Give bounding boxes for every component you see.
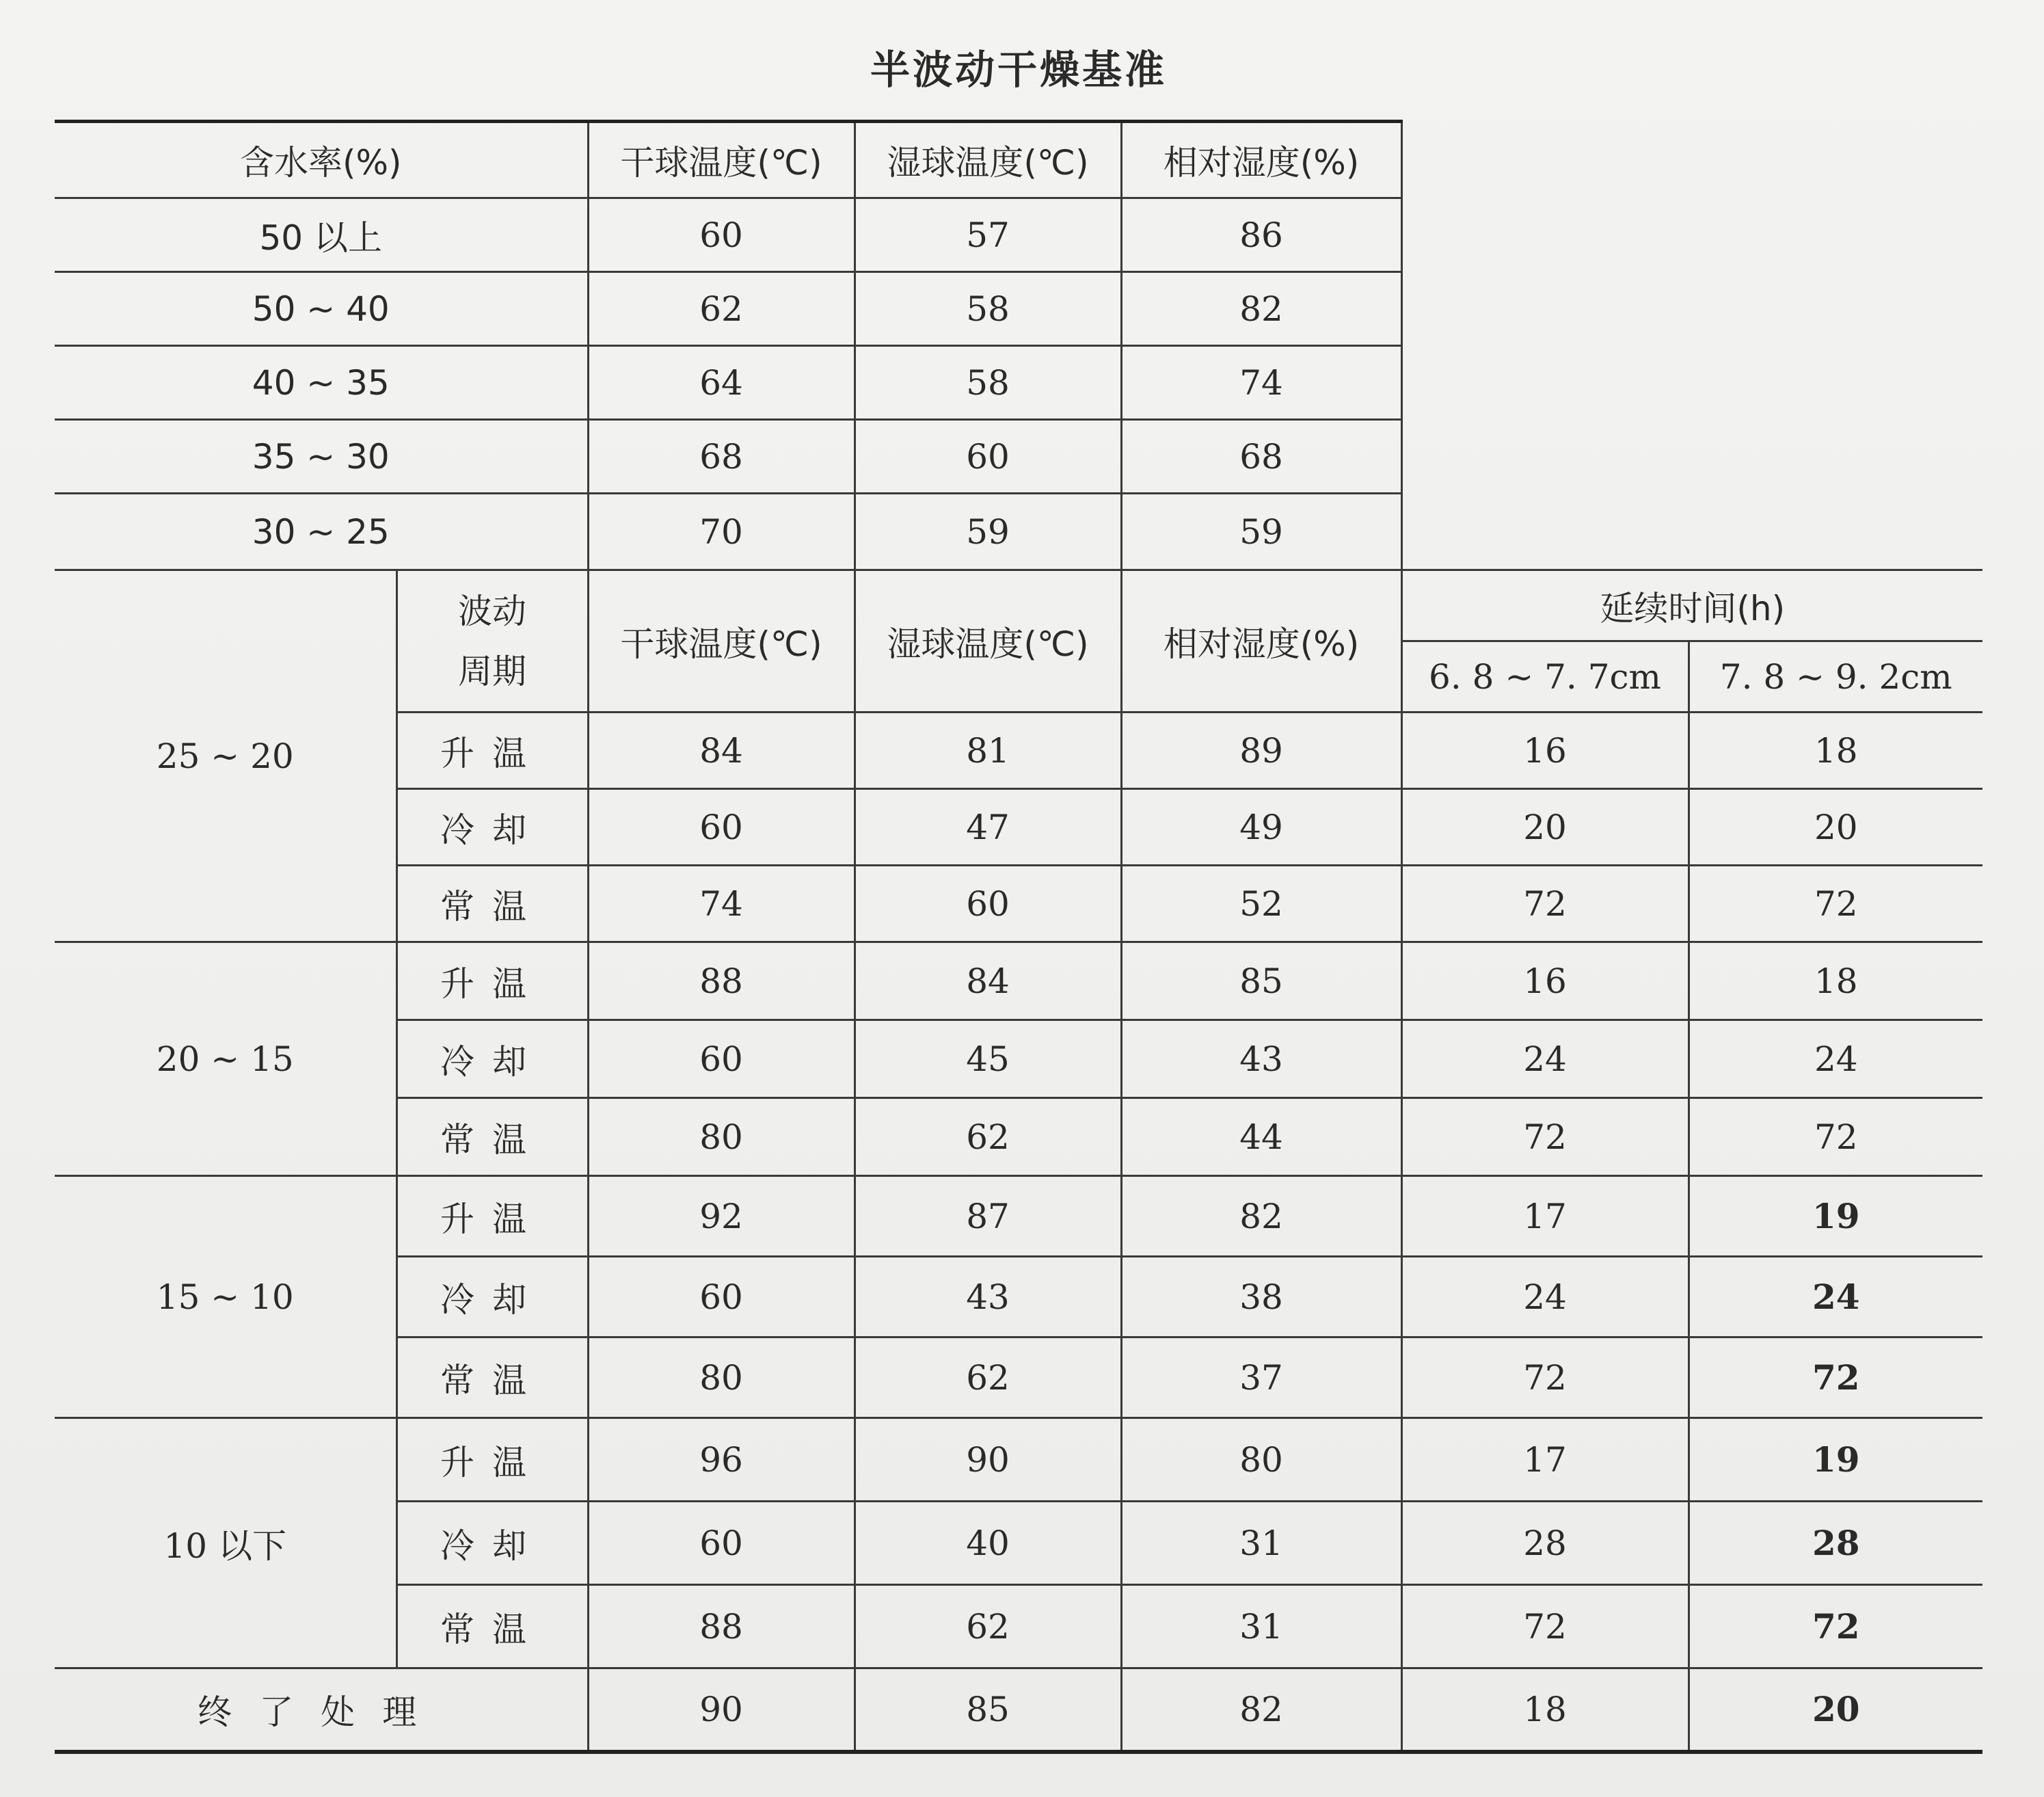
duration-cell-1: 24 bbox=[1401, 1257, 1689, 1337]
moisture-cell: 50 以上 bbox=[55, 198, 588, 272]
rh-cell: 82 bbox=[1121, 272, 1401, 346]
dry-bulb-cell: 68 bbox=[588, 420, 855, 494]
duration-cell-1: 72 bbox=[1401, 1337, 1689, 1418]
wet-bulb-cell: 60 bbox=[855, 420, 1121, 494]
duration-cell-2: 20 bbox=[1689, 1668, 1982, 1752]
duration-cell-1: 17 bbox=[1401, 1176, 1689, 1257]
header-cycle: 波动 周期 bbox=[396, 570, 588, 713]
rh-cell: 74 bbox=[1121, 346, 1401, 420]
moisture-group-cell: 10 以下 bbox=[55, 1418, 396, 1668]
rh-cell: 82 bbox=[1121, 1176, 1401, 1257]
dry-bulb-cell: 88 bbox=[588, 1585, 855, 1668]
stage-cell: 升温 bbox=[396, 942, 588, 1020]
duration-cell-1: 72 bbox=[1401, 866, 1689, 942]
lower-header-row-1 bbox=[55, 570, 1982, 641]
header-moisture: 含水率(%) bbox=[55, 122, 588, 198]
duration-cell-2: 19 bbox=[1689, 1176, 1982, 1257]
wet-bulb-cell: 85 bbox=[855, 1668, 1121, 1752]
wet-bulb-cell: 59 bbox=[855, 494, 1121, 570]
rh-cell: 85 bbox=[1121, 942, 1401, 1020]
dry-bulb-cell: 74 bbox=[588, 866, 855, 942]
moisture-group-cell: 15 ~ 10 bbox=[55, 1176, 396, 1418]
duration-cell-2: 72 bbox=[1689, 1337, 1982, 1418]
duration-cell-2: 28 bbox=[1689, 1502, 1982, 1585]
wet-bulb-cell: 58 bbox=[855, 346, 1121, 420]
header-relative-humidity: 相对湿度(%) bbox=[1121, 122, 1401, 198]
stage-cell: 升温 bbox=[396, 1418, 588, 1502]
stage-row bbox=[55, 1418, 1982, 1502]
header-thickness-2: 7. 8 ~ 9. 2cm bbox=[1689, 641, 1982, 713]
wet-bulb-cell: 57 bbox=[855, 198, 1121, 272]
header-dry-bulb: 干球温度(℃) bbox=[588, 122, 855, 198]
header-relative-humidity: 相对湿度(%) bbox=[1121, 570, 1401, 713]
stage-cell: 升温 bbox=[396, 1176, 588, 1257]
wet-bulb-cell: 58 bbox=[855, 272, 1121, 346]
duration-cell-2: 18 bbox=[1689, 942, 1982, 1020]
stage-cell: 常温 bbox=[396, 1337, 588, 1418]
header-dry-bulb: 干球温度(℃) bbox=[588, 570, 855, 713]
dry-bulb-cell: 90 bbox=[588, 1668, 855, 1752]
stage-cell: 升温 bbox=[396, 713, 588, 789]
dry-bulb-cell: 60 bbox=[588, 198, 855, 272]
moisture-group-cell: 20 ~ 15 bbox=[55, 942, 396, 1176]
dry-bulb-cell: 60 bbox=[588, 1502, 855, 1585]
dry-bulb-cell: 92 bbox=[588, 1176, 855, 1257]
header-duration: 延续时间(h) bbox=[1401, 570, 1982, 641]
moisture-cell: 35 ~ 30 bbox=[55, 420, 588, 494]
rh-cell: 68 bbox=[1121, 420, 1401, 494]
rh-cell: 52 bbox=[1121, 866, 1401, 942]
upper-header-row bbox=[55, 122, 1982, 198]
moisture-cell: 40 ~ 35 bbox=[55, 346, 588, 420]
wet-bulb-cell: 47 bbox=[855, 789, 1121, 866]
wet-bulb-cell: 81 bbox=[855, 713, 1121, 789]
duration-cell-1: 18 bbox=[1401, 1668, 1689, 1752]
dry-bulb-cell: 88 bbox=[588, 942, 855, 1020]
wet-bulb-cell: 62 bbox=[855, 1337, 1121, 1418]
table-title: 半波动干燥基准 bbox=[870, 46, 1167, 93]
moisture-group-cell: 25 ~ 20 bbox=[55, 570, 396, 942]
rh-cell: 43 bbox=[1121, 1020, 1401, 1098]
header-wet-bulb: 湿球温度(℃) bbox=[855, 122, 1121, 198]
dry-bulb-cell: 80 bbox=[588, 1337, 855, 1418]
rh-cell: 49 bbox=[1121, 789, 1401, 866]
duration-cell-1: 16 bbox=[1401, 713, 1689, 789]
rh-cell: 44 bbox=[1121, 1098, 1401, 1176]
stage-cell: 冷却 bbox=[396, 1257, 588, 1337]
duration-cell-1: 24 bbox=[1401, 1020, 1689, 1098]
stage-cell: 冷却 bbox=[396, 1502, 588, 1585]
wet-bulb-cell: 40 bbox=[855, 1502, 1121, 1585]
header-wet-bulb: 湿球温度(℃) bbox=[855, 570, 1121, 713]
wet-bulb-cell: 90 bbox=[855, 1418, 1121, 1502]
rh-cell: 31 bbox=[1121, 1585, 1401, 1668]
dry-bulb-cell: 60 bbox=[588, 1020, 855, 1098]
stage-row bbox=[55, 942, 1982, 1020]
dry-bulb-cell: 60 bbox=[588, 1257, 855, 1337]
stage-cell: 常温 bbox=[396, 1098, 588, 1176]
duration-cell-1: 17 bbox=[1401, 1418, 1689, 1502]
moisture-cell: 30 ~ 25 bbox=[55, 494, 588, 570]
wet-bulb-cell: 60 bbox=[855, 866, 1121, 942]
rh-cell: 80 bbox=[1121, 1418, 1401, 1502]
stage-cell: 冷却 bbox=[396, 789, 588, 866]
stage-cell: 常温 bbox=[396, 1585, 588, 1668]
wet-bulb-cell: 84 bbox=[855, 942, 1121, 1020]
final-treatment-row bbox=[55, 1668, 1982, 1752]
duration-cell-2: 72 bbox=[1689, 1098, 1982, 1176]
duration-cell-2: 24 bbox=[1689, 1020, 1982, 1098]
rh-cell: 86 bbox=[1121, 198, 1401, 272]
wet-bulb-cell: 62 bbox=[855, 1585, 1121, 1668]
duration-cell-2: 18 bbox=[1689, 713, 1982, 789]
duration-cell-1: 28 bbox=[1401, 1502, 1689, 1585]
stage-cell: 冷却 bbox=[396, 1020, 588, 1098]
header-thickness-1: 6. 8 ~ 7. 7cm bbox=[1401, 641, 1689, 713]
upper-blank-area bbox=[1401, 122, 1982, 570]
rh-cell: 59 bbox=[1121, 494, 1401, 570]
duration-cell-2: 20 bbox=[1689, 789, 1982, 866]
moisture-cell: 50 ~ 40 bbox=[55, 272, 588, 346]
dry-bulb-cell: 84 bbox=[588, 713, 855, 789]
dry-bulb-cell: 64 bbox=[588, 346, 855, 420]
duration-cell-1: 20 bbox=[1401, 789, 1689, 866]
rh-cell: 82 bbox=[1121, 1668, 1401, 1752]
wet-bulb-cell: 45 bbox=[855, 1020, 1121, 1098]
stage-row bbox=[55, 1176, 1982, 1257]
duration-cell-2: 72 bbox=[1689, 866, 1982, 942]
rh-cell: 31 bbox=[1121, 1502, 1401, 1585]
drying-schedule-table bbox=[55, 120, 1982, 1754]
duration-cell-2: 19 bbox=[1689, 1418, 1982, 1502]
duration-cell-2: 24 bbox=[1689, 1257, 1982, 1337]
dry-bulb-cell: 62 bbox=[588, 272, 855, 346]
rh-cell: 38 bbox=[1121, 1257, 1401, 1337]
wet-bulb-cell: 87 bbox=[855, 1176, 1121, 1257]
duration-cell-1: 72 bbox=[1401, 1098, 1689, 1176]
rh-cell: 89 bbox=[1121, 713, 1401, 789]
wet-bulb-cell: 43 bbox=[855, 1257, 1121, 1337]
dry-bulb-cell: 96 bbox=[588, 1418, 855, 1502]
duration-cell-1: 16 bbox=[1401, 942, 1689, 1020]
stage-cell: 常温 bbox=[396, 866, 588, 942]
dry-bulb-cell: 70 bbox=[588, 494, 855, 570]
dry-bulb-cell: 60 bbox=[588, 789, 855, 866]
final-treatment-label: 终了处理 bbox=[55, 1668, 588, 1752]
rh-cell: 37 bbox=[1121, 1337, 1401, 1418]
duration-cell-2: 72 bbox=[1689, 1585, 1982, 1668]
dry-bulb-cell: 80 bbox=[588, 1098, 855, 1176]
duration-cell-1: 72 bbox=[1401, 1585, 1689, 1668]
wet-bulb-cell: 62 bbox=[855, 1098, 1121, 1176]
